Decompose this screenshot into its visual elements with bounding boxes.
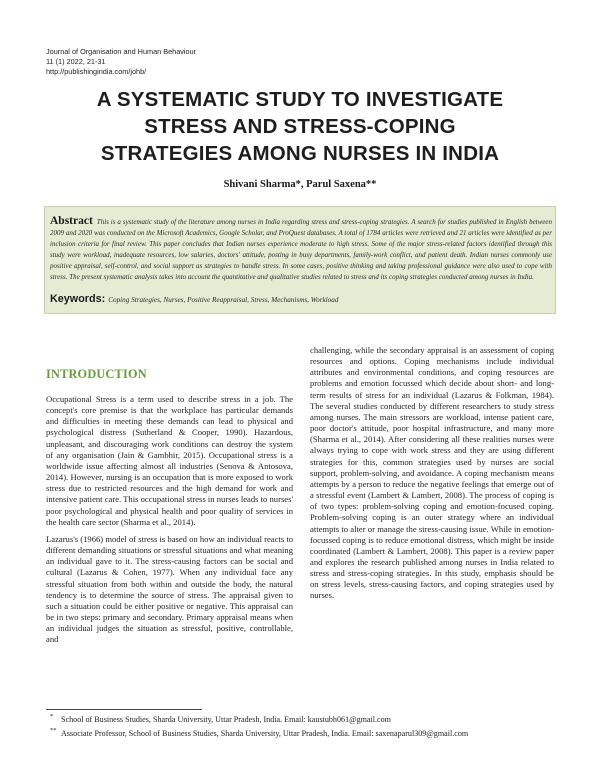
introduction-heading: INTRODUCTION bbox=[46, 367, 147, 381]
keywords-text: Coping Strategies, Nurses, Positive Reappraisal, Stress, Mechanisms, Workload bbox=[108, 296, 339, 304]
paper-title bbox=[40, 86, 560, 167]
footnote-text: School of Business Studies, Sharda University, Uttar Pradesh, India. Email: kaustubh061@gmail.com bbox=[61, 715, 391, 724]
abstract-text: This is a systematic study of the literature among nurses in India regarding stress and stress-coping strategies. A search for studies published in English between 2009 and 2020 was conducted on the Microsoft Academics, Google Scholar, and ProQuest databases. A total of 1784 articles were retrieved and 21 articles were identified as per inclusion criteria for final review. This paper concludes that Indian nurses experience moderate to high stress. Some of the major stress-related factors identified through this study were workload, inadequate resources, low salaries, doctors' attitude, posting in busy departments, family-work conflict, and patient death. Indian nurses commonly use positive appraisal, self-control, and social support as strategies to handle stress. In some cases, positive thinking and taking professional guidance were also used to cope with stress. The present systematic analysis takes into account the quantitative and qualitative studies related to stress and its coping strategies conducted among nurses in India. bbox=[50, 218, 552, 281]
abstract-box bbox=[44, 206, 556, 314]
abstract bbox=[50, 216, 552, 282]
journal-volume-issue: 11 (1) 2022, 21-31 bbox=[46, 57, 106, 66]
paragraph: Lazarus's (1966) model of stress is based on how an individual reacts to different demanding situations or stressful situations and what meaning an individual gave to it. The stress-causing factors can be social and cultural (Lazarus & Cohen, 1977). When any individual face any stressful situation from both within and outside the body, the natural tendency is to determine the source of stress. The appraisal given to such a situation could be either positive or negative. This appraisal can be in two steps: primary and secondary. Primary appraisal means when an individual judges the situation as stressful, positive, controllable, and bbox=[46, 533, 293, 645]
footnote: ** Associate Professor, School of Business Studies, Sharda University, Uttar Pradesh, India. Email: saxenaparul309@gmail.com bbox=[50, 727, 469, 738]
footnote-text: Associate Professor, School of Business Studies, Sharda University, Uttar Pradesh, India. Email: saxenaparul309@gmail.com bbox=[61, 729, 469, 738]
paragraph: challenging, while the secondary appraisal is an assessment of coping resources and options. Coping mechanisms include individual attributes and environmental conditions, and coping resources are problems and emotion focussed which decide about short- and long-term results of stress for an individual (Lazarus & Folkman, 1984). The several studies conducted by different researchers to study stress among nurses. The main stressors are workload, intense patient care, poor doctor's attitude, poor hospital infrastructure, and many more (Sharma et al., 2014). After considering all these realities nurses were always trying to cope with work stress and they are using different strategies for this, common strategies used by nurses are social support, problem-solving, and avoidance. A coping mechanism means attempts by a person to reduce the negative feelings that emerge out of a stressful event (Lambert & Lambert, 2008). The process of coping is of two types: problem-solving coping and emotion-focused coping. Problem-solving coping is an outer strategy where an individual attempts to alter or manage the stress-causing issue. While in emotion-focussed coping is to reduce emotional distress, which might be inside coordinated (Lambert & Lambert, 2008). This paper is a review paper and explores the research published among nurses in India related to stress and stress-coping strategies. In this study, emphasis should be on stress levels, stress-causing factors, and coping strategies used by nurses. bbox=[310, 345, 554, 601]
footnote: * School of Business Studies, Sharda University, Uttar Pradesh, India. Email: kaustubh061@gmail.com bbox=[50, 713, 391, 724]
footnotes bbox=[46, 713, 468, 741]
right-column bbox=[310, 345, 554, 608]
journal-info bbox=[46, 47, 196, 77]
abstract-label: Abstract bbox=[50, 215, 93, 227]
paragraph: Occupational Stress is a term used to describe stress in a job. The concept's core premise is that the workplace has particular demands and difficulties in meeting these demands can lead to physical and psychological distress (Sutherland & Cooper, 1990). Hazardous, unpleasant, and discouraging work conditions can destroy the system of any organisation (Jain & Gambhir, 2015). Occupational stress is a worldwide issue affecting almost all industries (Senova & Antosova, 2014). However, nursing is an occupation that is more exposed to work stress due to restricted resources and the high demand for work and intensive patient care. This occupational stress in nurses leads to nurses' poor psychological and physical health and poor quality of services in the health care sector (Sharma et al., 2014). bbox=[46, 394, 293, 527]
title-line: A SYSTEMATIC STUDY TO INVESTIGATE bbox=[96, 88, 504, 111]
authors: Shivani Sharma*, Parul Saxena** bbox=[223, 179, 377, 190]
keywords bbox=[50, 293, 552, 305]
left-column bbox=[46, 394, 293, 651]
journal-name: Journal of Organisation and Human Behaviour bbox=[46, 47, 197, 56]
footnote-divider bbox=[46, 709, 202, 710]
title-line: STRESS AND STRESS-COPING bbox=[144, 115, 456, 138]
journal-url[interactable]: http://publishingindia.com/johb/ bbox=[46, 67, 147, 76]
keywords-label: Keywords: bbox=[50, 293, 106, 305]
title-line: STRATEGIES AMONG NURSES IN INDIA bbox=[100, 142, 500, 165]
